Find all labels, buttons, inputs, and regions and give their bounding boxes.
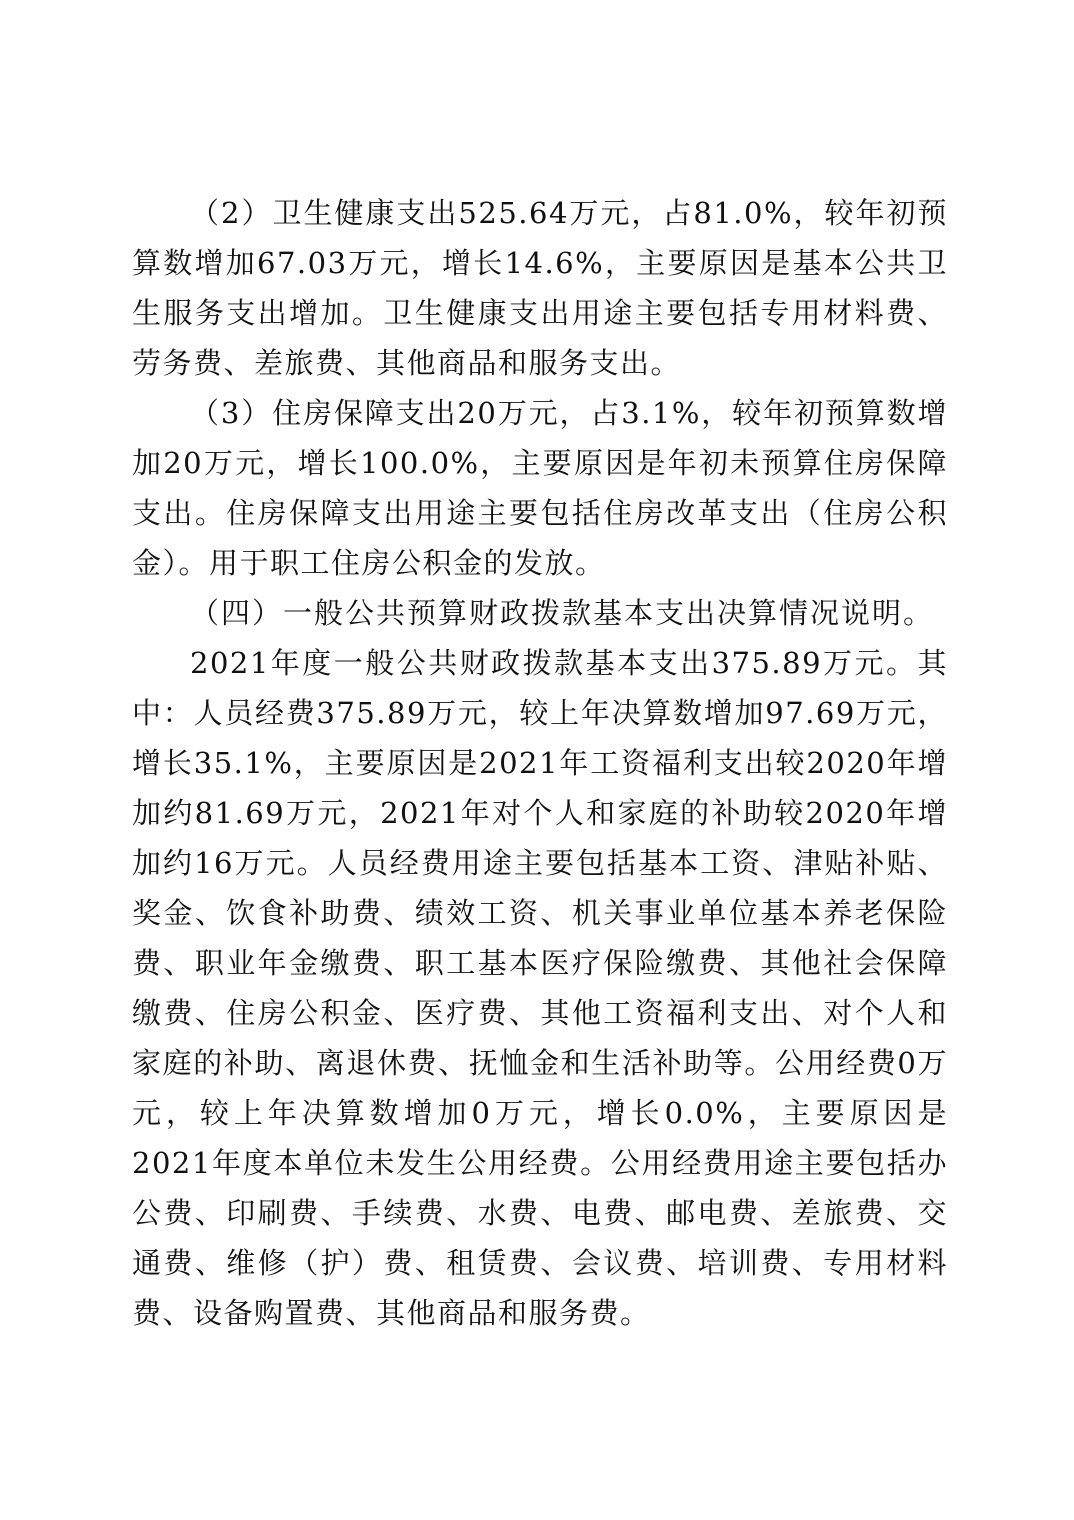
document-body [132, 188, 948, 1338]
section-heading-basic-expenditure: （四）一般公共预算财政拨款基本支出决算情况说明。 [190, 596, 935, 630]
paragraph-basic-expenditure: 2021年度一般公共财政拨款基本支出375.89万元。其中：人员经费375.89万元，较上年决算数增加97.69万元，增长35.1%，主要原因是2021年工资福利支出较2020年增加约81.69万元，2021年对个人和家庭的补助较2020年增加约16万元。人员经费用途主要包括基本工资、津贴补贴、奖金、饮食补助费、绩效工资、机关事业单位基本养老保险费、职业年金缴费、职工基本医疗保险缴费、其他社会保障缴费、住房公积金、医疗费、其他工资福利支出、对个人和家庭的补助、离退休费、抚恤金和生活补助等。公用经费0万元，较上年决算数增加0万元，增长0.0%，主要原因是2021年度本单位未发生公用经费。公用经费用途主要包括办公费、印刷费、手续费、水费、电费、邮电费、差旅费、交通费、维修（护）费、租赁费、会议费、培训费、专用材料费、设备购置费、其他商品和服务费。 [132, 646, 948, 1330]
paragraph-health-expenditure: （2）卫生健康支出525.64万元，占81.0%，较年初预算数增加67.03万元，增长14.6%，主要原因是基本公共卫生服务支出增加。卫生健康支出用途主要包括专用材料费、劳务费、差旅费、其他商品和服务支出。 [132, 196, 948, 380]
paragraph-housing-expenditure: （3）住房保障支出20万元，占3.1%，较年初预算数增加20万元，增长100.0%，主要原因是年初未预算住房保障支出。住房保障支出用途主要包括住房改革支出（住房公积金）。用于职工住房公积金的发放。 [132, 396, 948, 580]
